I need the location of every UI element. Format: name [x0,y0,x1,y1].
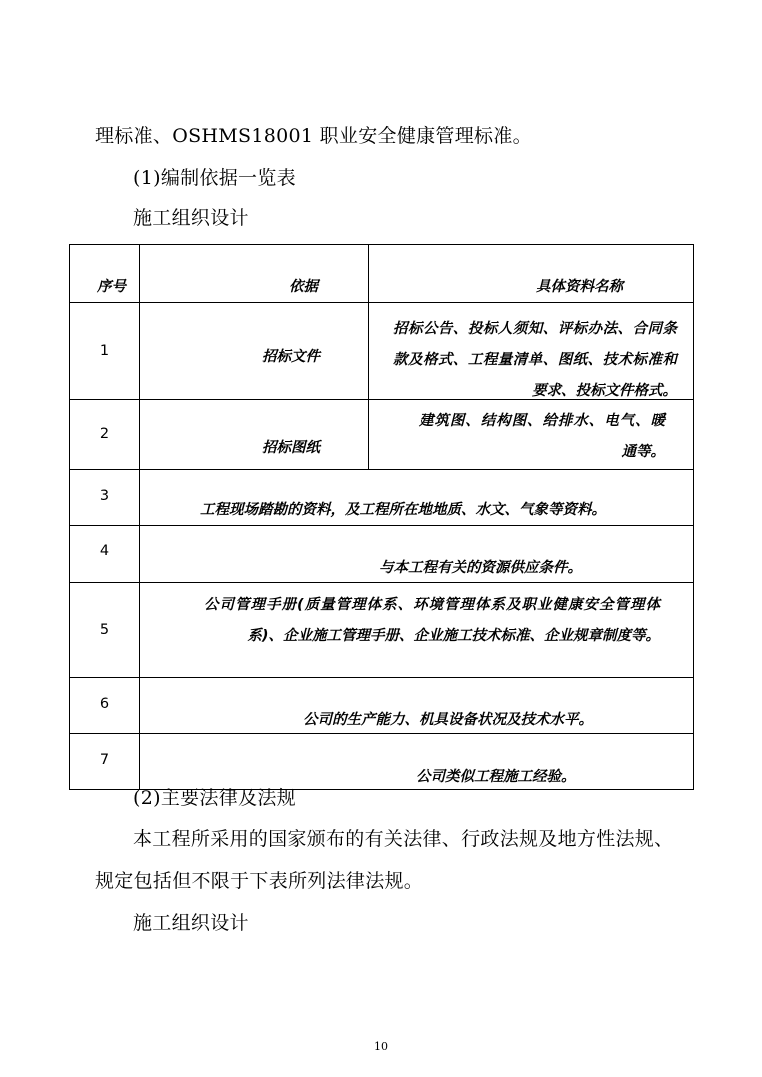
row-detail: 工程现场踏勘的资料，及工程所在地地质、水文、气象等资料。 [140,470,694,526]
table-row [70,583,694,678]
row-number: 7 [70,734,140,790]
paragraph-laws-2: 规定包括但不限于下表所列法律法规。 [95,870,424,892]
table-row [70,470,694,526]
table-header-row [70,245,694,303]
row-detail: 公司管理手册(质量管理体系、环境管理体系及职业健康安全管理体系)、企业施工管理手册、企业施工技术标准、企业规章制度等。 [140,583,694,678]
header-cell-num: 序号 [70,245,140,303]
row-number: 6 [70,678,140,734]
row-detail: 建筑图、结构图、给排水、电气、暖通等。 [369,400,694,470]
row-detail: 公司类似工程施工经验。 [140,734,694,790]
caption-construction-design-1: 施工组织设计 [133,207,249,229]
header-cell-detail: 具体资料名称 [369,245,694,303]
row-number: 4 [70,526,140,583]
header-cell-basis: 依据 [140,245,369,303]
table-row [70,734,694,790]
row-number: 2 [70,400,140,470]
row-number: 1 [70,303,140,400]
basis-table [69,244,694,790]
page-number: 10 [374,1040,388,1053]
paragraph-standards: 理标准、OSHMS18001 职业安全健康管理标准。 [95,125,532,147]
table-row [70,526,694,583]
table-row [70,678,694,734]
row-basis: 招标文件 [140,303,369,400]
paragraph-laws-1: 本工程所采用的国家颁布的有关法律、行政法规及地方性法规、 [133,828,674,850]
row-detail: 招标公告、投标人须知、评标办法、合同条款及格式、工程量清单、图纸、技术标准和要求、投标文件格式。 [369,303,694,400]
row-basis: 招标图纸 [140,400,369,470]
row-number: 5 [70,583,140,678]
table-row [70,303,694,400]
caption-construction-design-2: 施工组织设计 [133,912,249,934]
row-detail: 公司的生产能力、机具设备状况及技术水平。 [140,678,694,734]
row-number: 3 [70,470,140,526]
row-detail: 与本工程有关的资源供应条件。 [140,526,694,583]
heading-basis-list: (1)编制依据一览表 [133,167,296,189]
table-row [70,400,694,470]
heading-laws: (2)主要法律及法规 [133,787,296,809]
